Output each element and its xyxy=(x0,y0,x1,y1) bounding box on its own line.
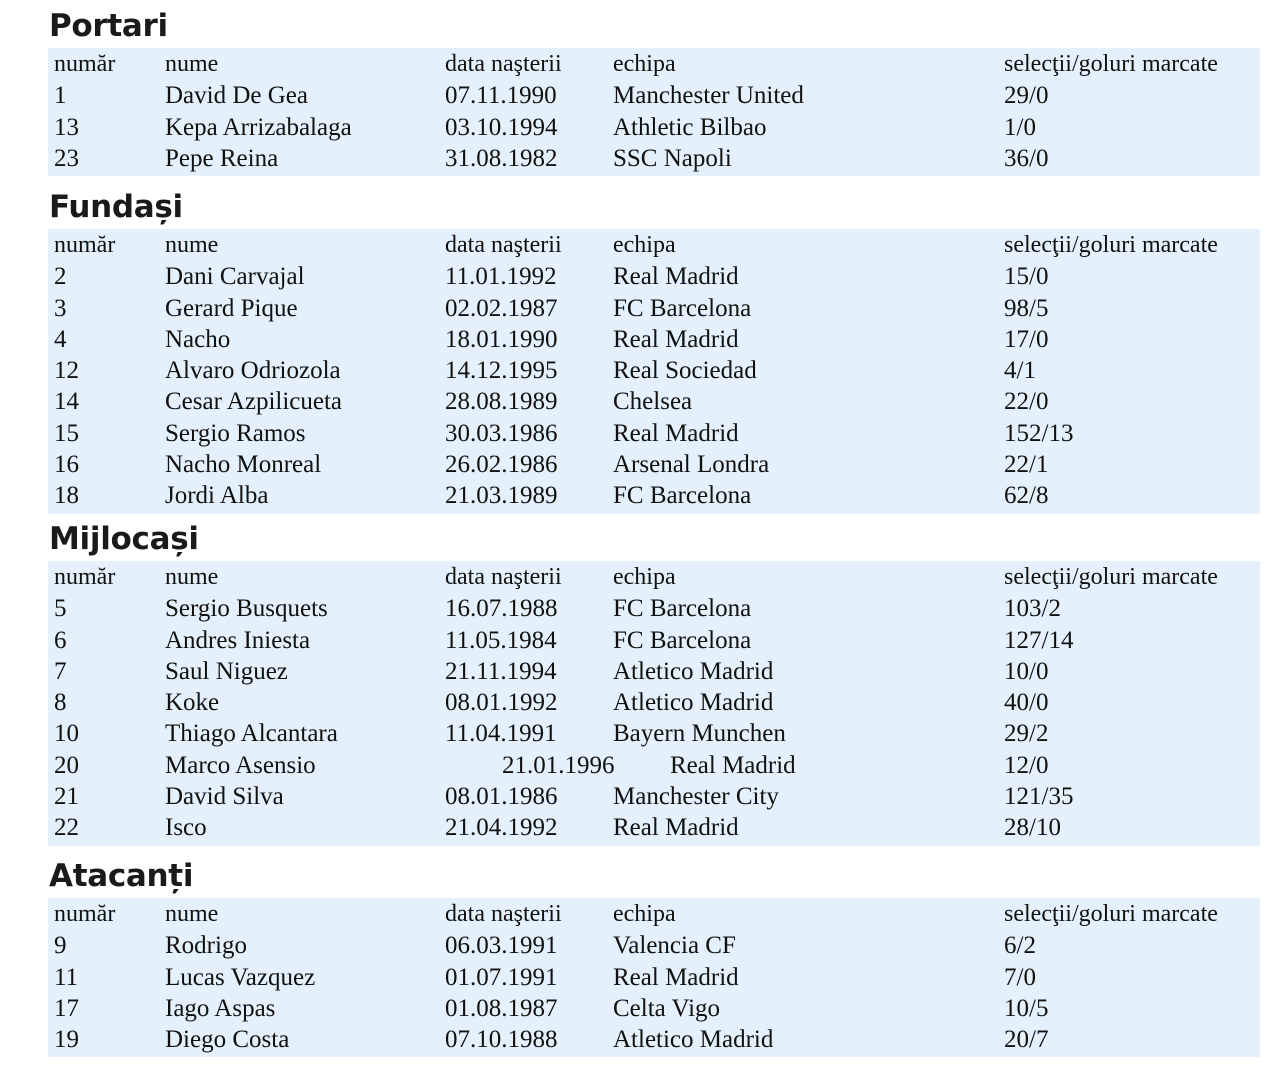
table-row xyxy=(48,261,1260,292)
player-birth-date: 06.03.1991 xyxy=(445,932,558,960)
player-birth-date: 07.10.1988 xyxy=(445,1026,558,1054)
player-name: Lucas Vazquez xyxy=(165,963,316,991)
table-header xyxy=(48,230,1260,261)
header-name: nume xyxy=(165,232,219,258)
player-team: Valencia CF xyxy=(613,932,736,960)
player-team: Athletic Bilbao xyxy=(613,113,767,141)
header-caps-goals: selecţii/goluri marcate xyxy=(1004,51,1218,77)
player-name: Cesar Azpilicueta xyxy=(165,388,343,416)
header-caps-goals: selecţii/goluri marcate xyxy=(1004,901,1218,927)
header-team: echipa xyxy=(613,564,676,590)
table-row xyxy=(48,625,1260,656)
player-number: 23 xyxy=(54,144,79,172)
player-number: 7 xyxy=(54,657,67,685)
player-team: Arsenal Londra xyxy=(613,451,770,479)
player-team: Real Madrid xyxy=(613,814,739,842)
table-row xyxy=(48,750,1260,781)
player-number: 16 xyxy=(54,451,79,479)
player-team: Manchester United xyxy=(613,82,804,110)
player-team: FC Barcelona xyxy=(613,294,752,322)
player-name: Dani Carvajal xyxy=(165,263,305,291)
player-number: 5 xyxy=(54,595,67,623)
header-caps-goals: selecţii/goluri marcate xyxy=(1004,564,1218,590)
player-birth-date: 03.10.1994 xyxy=(445,113,558,141)
player-number: 18 xyxy=(54,482,79,510)
player-team: FC Barcelona xyxy=(613,595,752,623)
section-title: Fundași xyxy=(49,189,183,225)
player-number: 12 xyxy=(54,357,79,385)
player-number: 17 xyxy=(54,994,79,1022)
table-row xyxy=(48,80,1260,111)
player-team: Chelsea xyxy=(613,388,693,416)
player-team: FC Barcelona xyxy=(613,482,752,510)
player-team: FC Barcelona xyxy=(613,626,752,654)
player-birth-date: 21.11.1994 xyxy=(445,657,557,685)
section-goalkeepers xyxy=(48,8,1260,176)
table-row xyxy=(48,1024,1260,1055)
header-number: număr xyxy=(54,232,116,258)
player-birth-date: 08.01.1992 xyxy=(445,689,558,717)
table-row xyxy=(48,812,1260,843)
player-name: Nacho xyxy=(165,325,231,353)
player-birth-date: 11.01.1992 xyxy=(445,263,557,291)
player-number: 2 xyxy=(54,263,67,291)
table-row xyxy=(48,718,1260,749)
player-caps-goals: 103/2 xyxy=(1004,595,1061,623)
table-header xyxy=(48,899,1260,930)
player-birth-date: 16.07.1988 xyxy=(445,595,558,623)
player-number: 15 xyxy=(54,419,79,447)
player-name: Gerard Pique xyxy=(165,294,298,322)
player-team: Atletico Madrid xyxy=(613,689,774,717)
player-birth-date: 07.11.1990 xyxy=(445,82,557,110)
player-caps-goals: 10/5 xyxy=(1004,994,1049,1022)
table-row xyxy=(48,480,1260,511)
player-caps-goals: 36/0 xyxy=(1004,144,1049,172)
player-birth-date: 14.12.1995 xyxy=(445,357,558,385)
player-name: Thiago Alcantara xyxy=(165,720,338,748)
player-caps-goals: 127/14 xyxy=(1004,626,1074,654)
table-row xyxy=(48,656,1260,687)
header-birth-date: data naşterii xyxy=(445,232,562,258)
player-caps-goals: 40/0 xyxy=(1004,689,1049,717)
player-team: Real Madrid xyxy=(613,419,739,447)
header-number: număr xyxy=(54,901,116,927)
player-name: Rodrigo xyxy=(165,932,247,960)
player-team: Real Madrid xyxy=(670,751,796,779)
player-name: Nacho Monreal xyxy=(165,451,322,479)
table-row xyxy=(48,293,1260,324)
player-number: 20 xyxy=(54,751,79,779)
player-caps-goals: 22/1 xyxy=(1004,451,1049,479)
section-midfielders xyxy=(48,521,1260,846)
player-team: Atletico Madrid xyxy=(613,1026,774,1054)
player-number: 21 xyxy=(54,783,79,811)
header-team: echipa xyxy=(613,51,676,77)
player-number: 13 xyxy=(54,113,79,141)
player-caps-goals: 29/0 xyxy=(1004,82,1049,110)
player-caps-goals: 6/2 xyxy=(1004,932,1036,960)
players-table xyxy=(48,48,1260,176)
header-name: nume xyxy=(165,901,219,927)
player-name: Pepe Reina xyxy=(165,144,279,172)
player-number: 14 xyxy=(54,388,79,416)
players-table xyxy=(48,561,1260,846)
player-caps-goals: 121/35 xyxy=(1004,783,1074,811)
table-row xyxy=(48,386,1260,417)
player-team: SSC Napoli xyxy=(613,144,732,172)
header-team: echipa xyxy=(613,232,676,258)
player-birth-date: 08.01.1986 xyxy=(445,783,558,811)
player-caps-goals: 20/7 xyxy=(1004,1026,1049,1054)
player-birth-date: 11.04.1991 xyxy=(445,720,557,748)
player-name: Sergio Busquets xyxy=(165,595,328,623)
player-name: Kepa Arrizabalaga xyxy=(165,113,352,141)
table-row xyxy=(48,593,1260,624)
section-defenders xyxy=(48,189,1260,514)
player-birth-date: 26.02.1986 xyxy=(445,451,558,479)
player-number: 11 xyxy=(54,963,79,991)
table-row xyxy=(48,930,1260,961)
player-birth-date: 18.01.1990 xyxy=(445,325,558,353)
header-name: nume xyxy=(165,51,219,77)
section-title: Portari xyxy=(49,8,168,44)
player-caps-goals: 10/0 xyxy=(1004,657,1049,685)
player-team: Celta Vigo xyxy=(613,994,721,1022)
player-caps-goals: 15/0 xyxy=(1004,263,1049,291)
player-birth-date: 30.03.1986 xyxy=(445,419,558,447)
table-row xyxy=(48,449,1260,480)
players-table xyxy=(48,898,1260,1057)
table-row xyxy=(48,993,1260,1024)
player-number: 9 xyxy=(54,932,67,960)
player-caps-goals: 28/10 xyxy=(1004,814,1061,842)
player-birth-date: 02.02.1987 xyxy=(445,294,558,322)
table-header xyxy=(48,562,1260,593)
section-forwards xyxy=(48,858,1260,1057)
player-team: Manchester City xyxy=(613,783,779,811)
table-row xyxy=(48,687,1260,718)
player-name: Alvaro Odriozola xyxy=(165,357,341,385)
header-number: număr xyxy=(54,564,116,590)
player-number: 4 xyxy=(54,325,67,353)
table-row xyxy=(48,143,1260,174)
section-title: Atacanți xyxy=(49,858,194,894)
player-team: Real Madrid xyxy=(613,963,739,991)
player-caps-goals: 62/8 xyxy=(1004,482,1049,510)
table-row xyxy=(48,324,1260,355)
player-number: 1 xyxy=(54,82,67,110)
players-table xyxy=(48,229,1260,514)
player-caps-goals: 98/5 xyxy=(1004,294,1049,322)
player-team: Real Madrid xyxy=(613,263,739,291)
player-caps-goals: 4/1 xyxy=(1004,357,1036,385)
player-caps-goals: 12/0 xyxy=(1004,751,1049,779)
table-header xyxy=(48,49,1260,80)
player-birth-date: 21.01.1996 xyxy=(502,751,615,779)
player-name: Marco Asensio xyxy=(165,751,316,779)
player-number: 22 xyxy=(54,814,79,842)
player-birth-date: 01.08.1987 xyxy=(445,994,558,1022)
player-name: Koke xyxy=(165,689,220,717)
player-team: Real Sociedad xyxy=(613,357,757,385)
player-birth-date: 21.04.1992 xyxy=(445,814,558,842)
table-row xyxy=(48,781,1260,812)
player-birth-date: 28.08.1989 xyxy=(445,388,558,416)
table-row xyxy=(48,962,1260,993)
player-name: Saul Niguez xyxy=(165,657,288,685)
table-row xyxy=(48,418,1260,449)
table-row xyxy=(48,112,1260,143)
player-caps-goals: 1/0 xyxy=(1004,113,1036,141)
header-birth-date: data naşterii xyxy=(445,901,562,927)
player-name: Isco xyxy=(165,814,207,842)
player-birth-date: 21.03.1989 xyxy=(445,482,558,510)
header-number: număr xyxy=(54,51,116,77)
player-number: 3 xyxy=(54,294,67,322)
player-name: David Silva xyxy=(165,783,284,811)
header-caps-goals: selecţii/goluri marcate xyxy=(1004,232,1218,258)
player-team: Bayern Munchen xyxy=(613,720,786,748)
player-caps-goals: 29/2 xyxy=(1004,720,1049,748)
player-caps-goals: 7/0 xyxy=(1004,963,1036,991)
player-name: Andres Iniesta xyxy=(165,626,311,654)
player-caps-goals: 152/13 xyxy=(1004,419,1074,447)
player-name: David De Gea xyxy=(165,82,308,110)
player-caps-goals: 22/0 xyxy=(1004,388,1049,416)
player-number: 6 xyxy=(54,626,67,654)
table-row xyxy=(48,355,1260,386)
header-birth-date: data naşterii xyxy=(445,51,562,77)
player-name: Iago Aspas xyxy=(165,994,276,1022)
player-team: Atletico Madrid xyxy=(613,657,774,685)
player-team: Real Madrid xyxy=(613,325,739,353)
player-name: Sergio Ramos xyxy=(165,419,306,447)
header-name: nume xyxy=(165,564,219,590)
player-name: Jordi Alba xyxy=(165,482,269,510)
player-caps-goals: 17/0 xyxy=(1004,325,1049,353)
section-title: Mijlocași xyxy=(49,521,199,557)
player-name: Diego Costa xyxy=(165,1026,290,1054)
player-number: 10 xyxy=(54,720,79,748)
header-team: echipa xyxy=(613,901,676,927)
player-number: 8 xyxy=(54,689,67,717)
player-birth-date: 01.07.1991 xyxy=(445,963,558,991)
player-number: 19 xyxy=(54,1026,79,1054)
player-birth-date: 11.05.1984 xyxy=(445,626,557,654)
player-birth-date: 31.08.1982 xyxy=(445,144,558,172)
header-birth-date: data naşterii xyxy=(445,564,562,590)
